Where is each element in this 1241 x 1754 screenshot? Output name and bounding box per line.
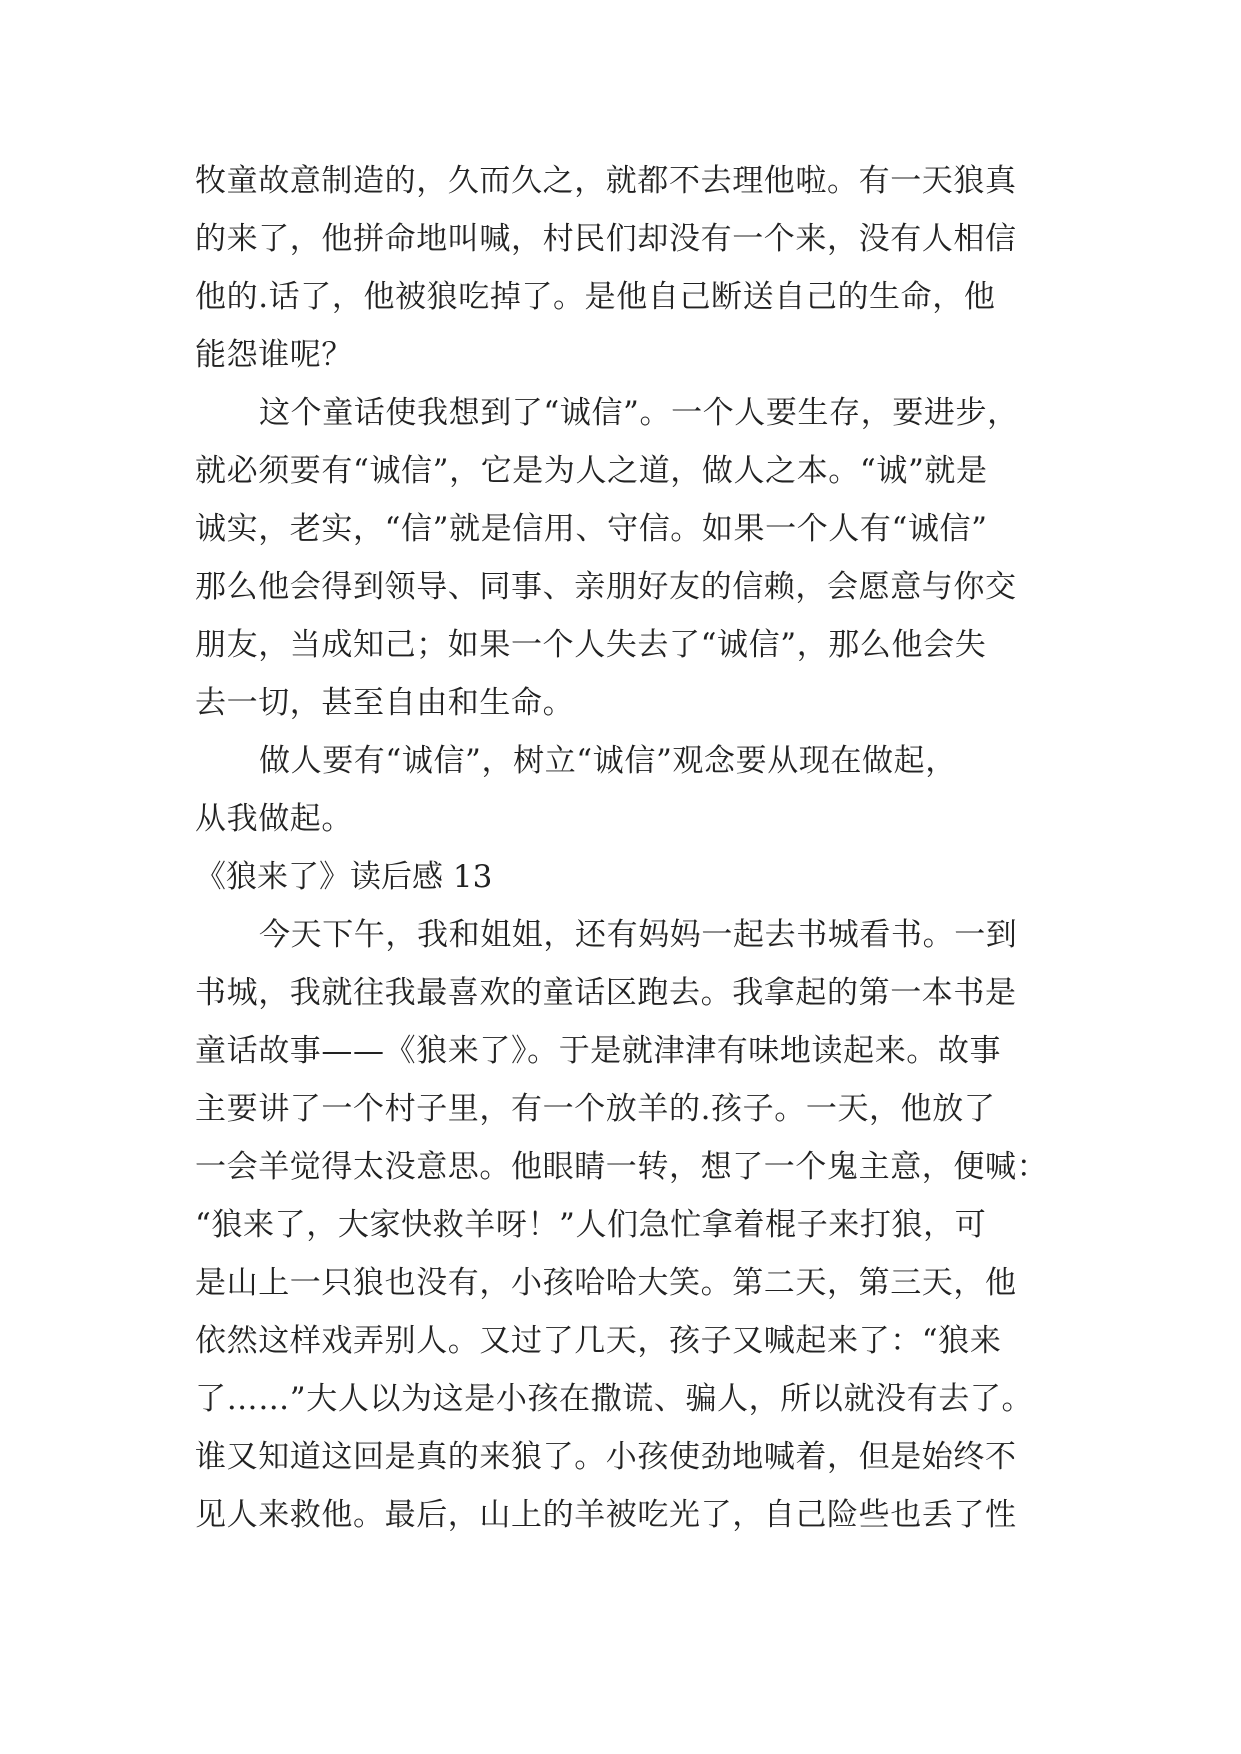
text-line: 牧童故意制造的，久而久之，就都不去理他啦。有一天狼真: [195, 163, 1017, 199]
text-line: 谁又知道这回是真的来狼了。小孩使劲地喊着，但是始终不: [195, 1439, 1017, 1475]
text-line: 主要讲了一个村子里，有一个放羊的.孩子。一天，他放了: [195, 1091, 996, 1127]
text-line: 了……”大人以为这是小孩在撒谎、骗人，所以就没有去了。: [195, 1381, 1034, 1417]
section-heading: 《狼来了》读后感 13: [195, 859, 493, 895]
paragraph: [195, 732, 1055, 848]
text-line: 从我做起。: [195, 801, 353, 837]
text-line: 这个童话使我想到了“诚信”。一个人要生存，要进步，: [259, 395, 1019, 431]
paragraph: [195, 152, 1055, 384]
text-line: 去一切，甚至自由和生命。: [195, 685, 575, 721]
text-line: 童话故事——《狼来了》。于是就津津有味地读起来。故事: [195, 1033, 1002, 1069]
text-line: 就必须要有“诚信”，它是为人之道，做人之本。“诚”就是: [195, 453, 988, 489]
paragraph: [195, 384, 1055, 732]
text-line: 见人来救他。最后，山上的羊被吃光了，自己险些也丢了性: [195, 1497, 1017, 1533]
text-line: 他的.话了，他被狼吃掉了。是他自己断送自己的生命，他: [195, 279, 996, 315]
document-body: [195, 152, 1055, 1544]
text-line: 依然这样戏弄别人。又过了几天，孩子又喊起来了：“狼来: [195, 1323, 1002, 1359]
text-line: 诚实，老实，“信”就是信用、守信。如果一个人有“诚信”: [195, 511, 988, 547]
text-line: 朋友，当成知己；如果一个人失去了“诚信”，那么他会失: [195, 627, 987, 663]
text-line: 书城，我就往我最喜欢的童话区跑去。我拿起的第一本书是: [195, 975, 1017, 1011]
text-line: 那么他会得到领导、同事、亲朋好友的信赖，会愿意与你交: [195, 569, 1017, 605]
text-line: 今天下午，我和姐姐，还有妈妈一起去书城看书。一到: [259, 917, 1018, 953]
text-line: 的来了，他拼命地叫喊，村民们却没有一个来，没有人相信: [195, 221, 1017, 257]
text-line: “狼来了，大家快救羊呀！”人们急忙拿着棍子来打狼，可: [195, 1207, 987, 1243]
paragraph: [195, 906, 1055, 1544]
text-line: 一会羊觉得太没意思。他眼睛一转，想了一个鬼主意，便喊：: [195, 1149, 1049, 1185]
text-line: 能怨谁呢？: [195, 337, 353, 373]
text-line: 做人要有“诚信”，树立“诚信”观念要从现在做起，: [259, 743, 957, 779]
text-line: 是山上一只狼也没有，小孩哈哈大笑。第二天，第三天，他: [195, 1265, 1017, 1301]
